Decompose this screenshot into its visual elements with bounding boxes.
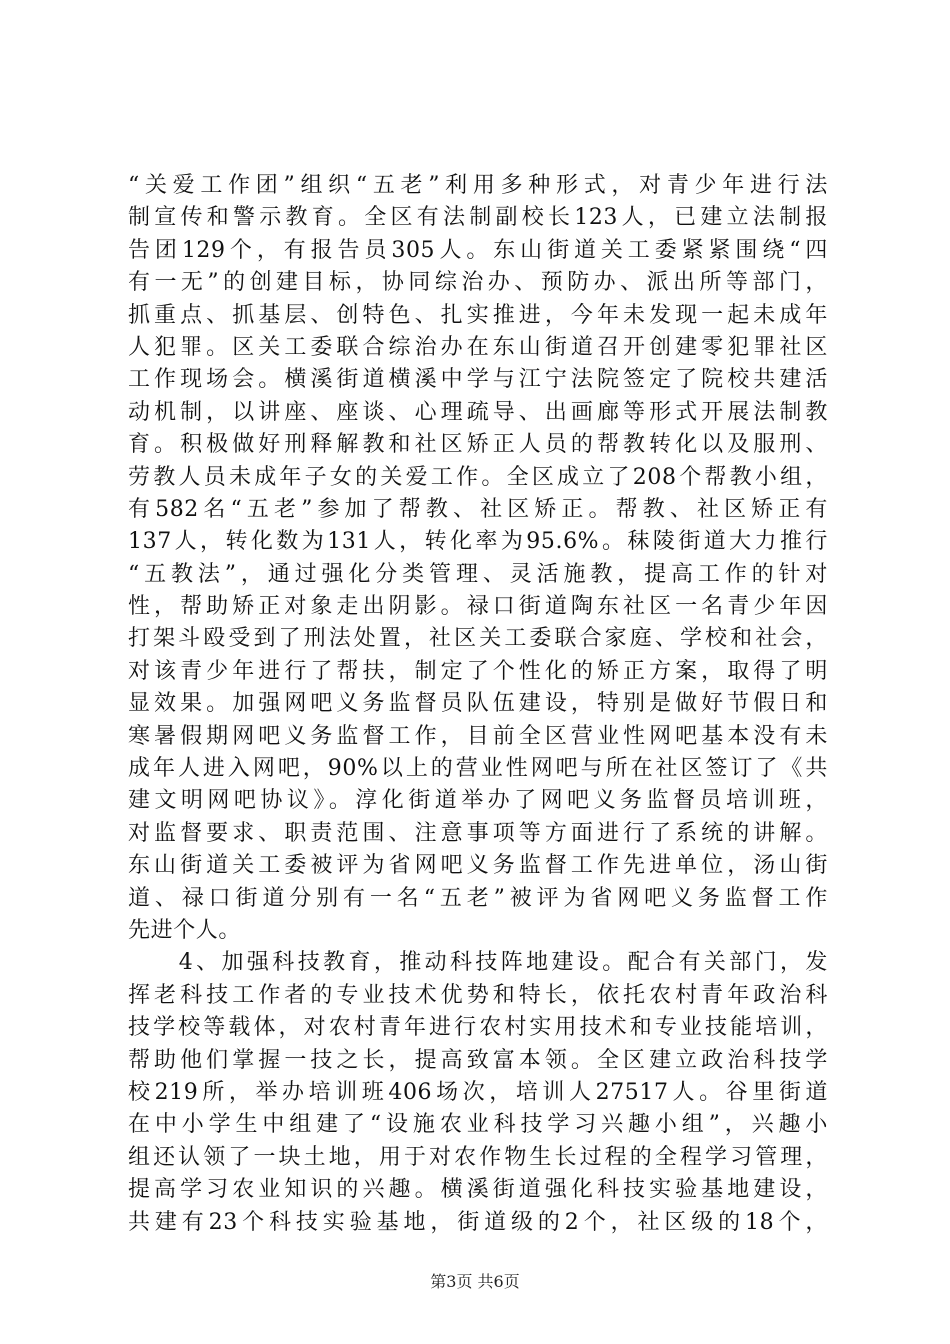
page-footer: 第3页 共6页 [430,1272,520,1291]
text-line: 对监督要求、职责范围、注意事项等方面进行了系统的讲解。 [128,820,828,846]
text-line: 4、加强科技教育，推动科技阵地建设。配合有关部门，发 [128,950,828,976]
text-line: 道、禄口街道分别有一名“五老”被评为省网吧义务监督工作 [128,885,828,911]
text-line: 先进个人。 [128,917,242,943]
text-line: 成年人进入网吧，90%以上的营业性网吧与所在社区签订了《共 [128,756,828,782]
text-line: 挥老科技工作者的专业技术优势和特长，依托农村青年政治科 [128,982,828,1008]
text-line: 动机制，以讲座、座谈、心理疏导、出画廊等形式开展法制教 [128,399,828,425]
text-line: 打架斗殴受到了刑法处置，社区关工委联合家庭、学校和社会， [128,626,828,652]
text-line: 人犯罪。区关工委联合综治办在东山街道召开创建零犯罪社区 [128,334,828,360]
text-line: 告团129个，有报告员305人。东山街道关工委紧紧围绕“四 [128,237,828,263]
text-line: 组还认领了一块土地，用于对农作物生长过程的全程学习管理， [128,1144,828,1170]
text-line: 有一无”的创建目标，协同综治办、预防办、派出所等部门， [128,270,828,296]
text-line: 抓重点、抓基层、创特色、扎实推进，今年未发现一起未成年 [128,302,828,328]
body-text [128,170,828,1239]
text-line: 提高学习农业知识的兴趣。横溪街道强化科技实验基地建设， [128,1177,828,1203]
text-line: 有582名“五老”参加了帮教、社区矫正。帮教、社区矫正有 [128,496,828,522]
text-line: 校219所，举办培训班406场次，培训人27517人。谷里街道 [128,1079,828,1105]
text-line: 在中小学生中组建了“设施农业科技学习兴趣小组”，兴趣小 [128,1112,828,1138]
text-line: 技学校等载体，对农村青年进行农村实用技术和专业技能培训， [128,1015,828,1041]
text-line: 东山街道关工委被评为省网吧义务监督工作先进单位，汤山街 [128,853,828,879]
text-line: 寒暑假期网吧义务监督工作，目前全区营业性网吧基本没有未 [128,723,828,749]
text-line: 137人，转化数为131人，转化率为95.6%。秣陵街道大力推行 [128,529,828,555]
text-line: 制宣传和警示教育。全区有法制副校长123人，已建立法制报 [128,205,828,231]
text-line: 共建有23个科技实验基地，街道级的2个，社区级的18个， [128,1209,828,1235]
text-line: 对该青少年进行了帮扶，制定了个性化的矫正方案，取得了明 [128,658,828,684]
text-line: 工作现场会。横溪街道横溪中学与江宁法院签定了院校共建活 [128,367,828,393]
text-line: 劳教人员未成年子女的关爱工作。全区成立了208个帮教小组， [128,464,828,490]
text-line: 育。积极做好刑释解教和社区矫正人员的帮教转化以及服刑、 [128,432,828,458]
text-line: 显效果。加强网吧义务监督员队伍建设，特别是做好节假日和 [128,691,828,717]
text-line: 帮助他们掌握一技之长，提高致富本领。全区建立政治科技学 [128,1047,828,1073]
text-line: 性，帮助矫正对象走出阴影。禄口街道陶东社区一名青少年因 [128,594,828,620]
text-line: “五教法”，通过强化分类管理、灵活施教，提高工作的针对 [128,561,828,587]
text-line: 建文明网吧协议》。淳化街道举办了网吧义务监督员培训班， [128,788,828,814]
text-line: “关爱工作团”组织“五老”利用多种形式，对青少年进行法 [128,173,828,198]
